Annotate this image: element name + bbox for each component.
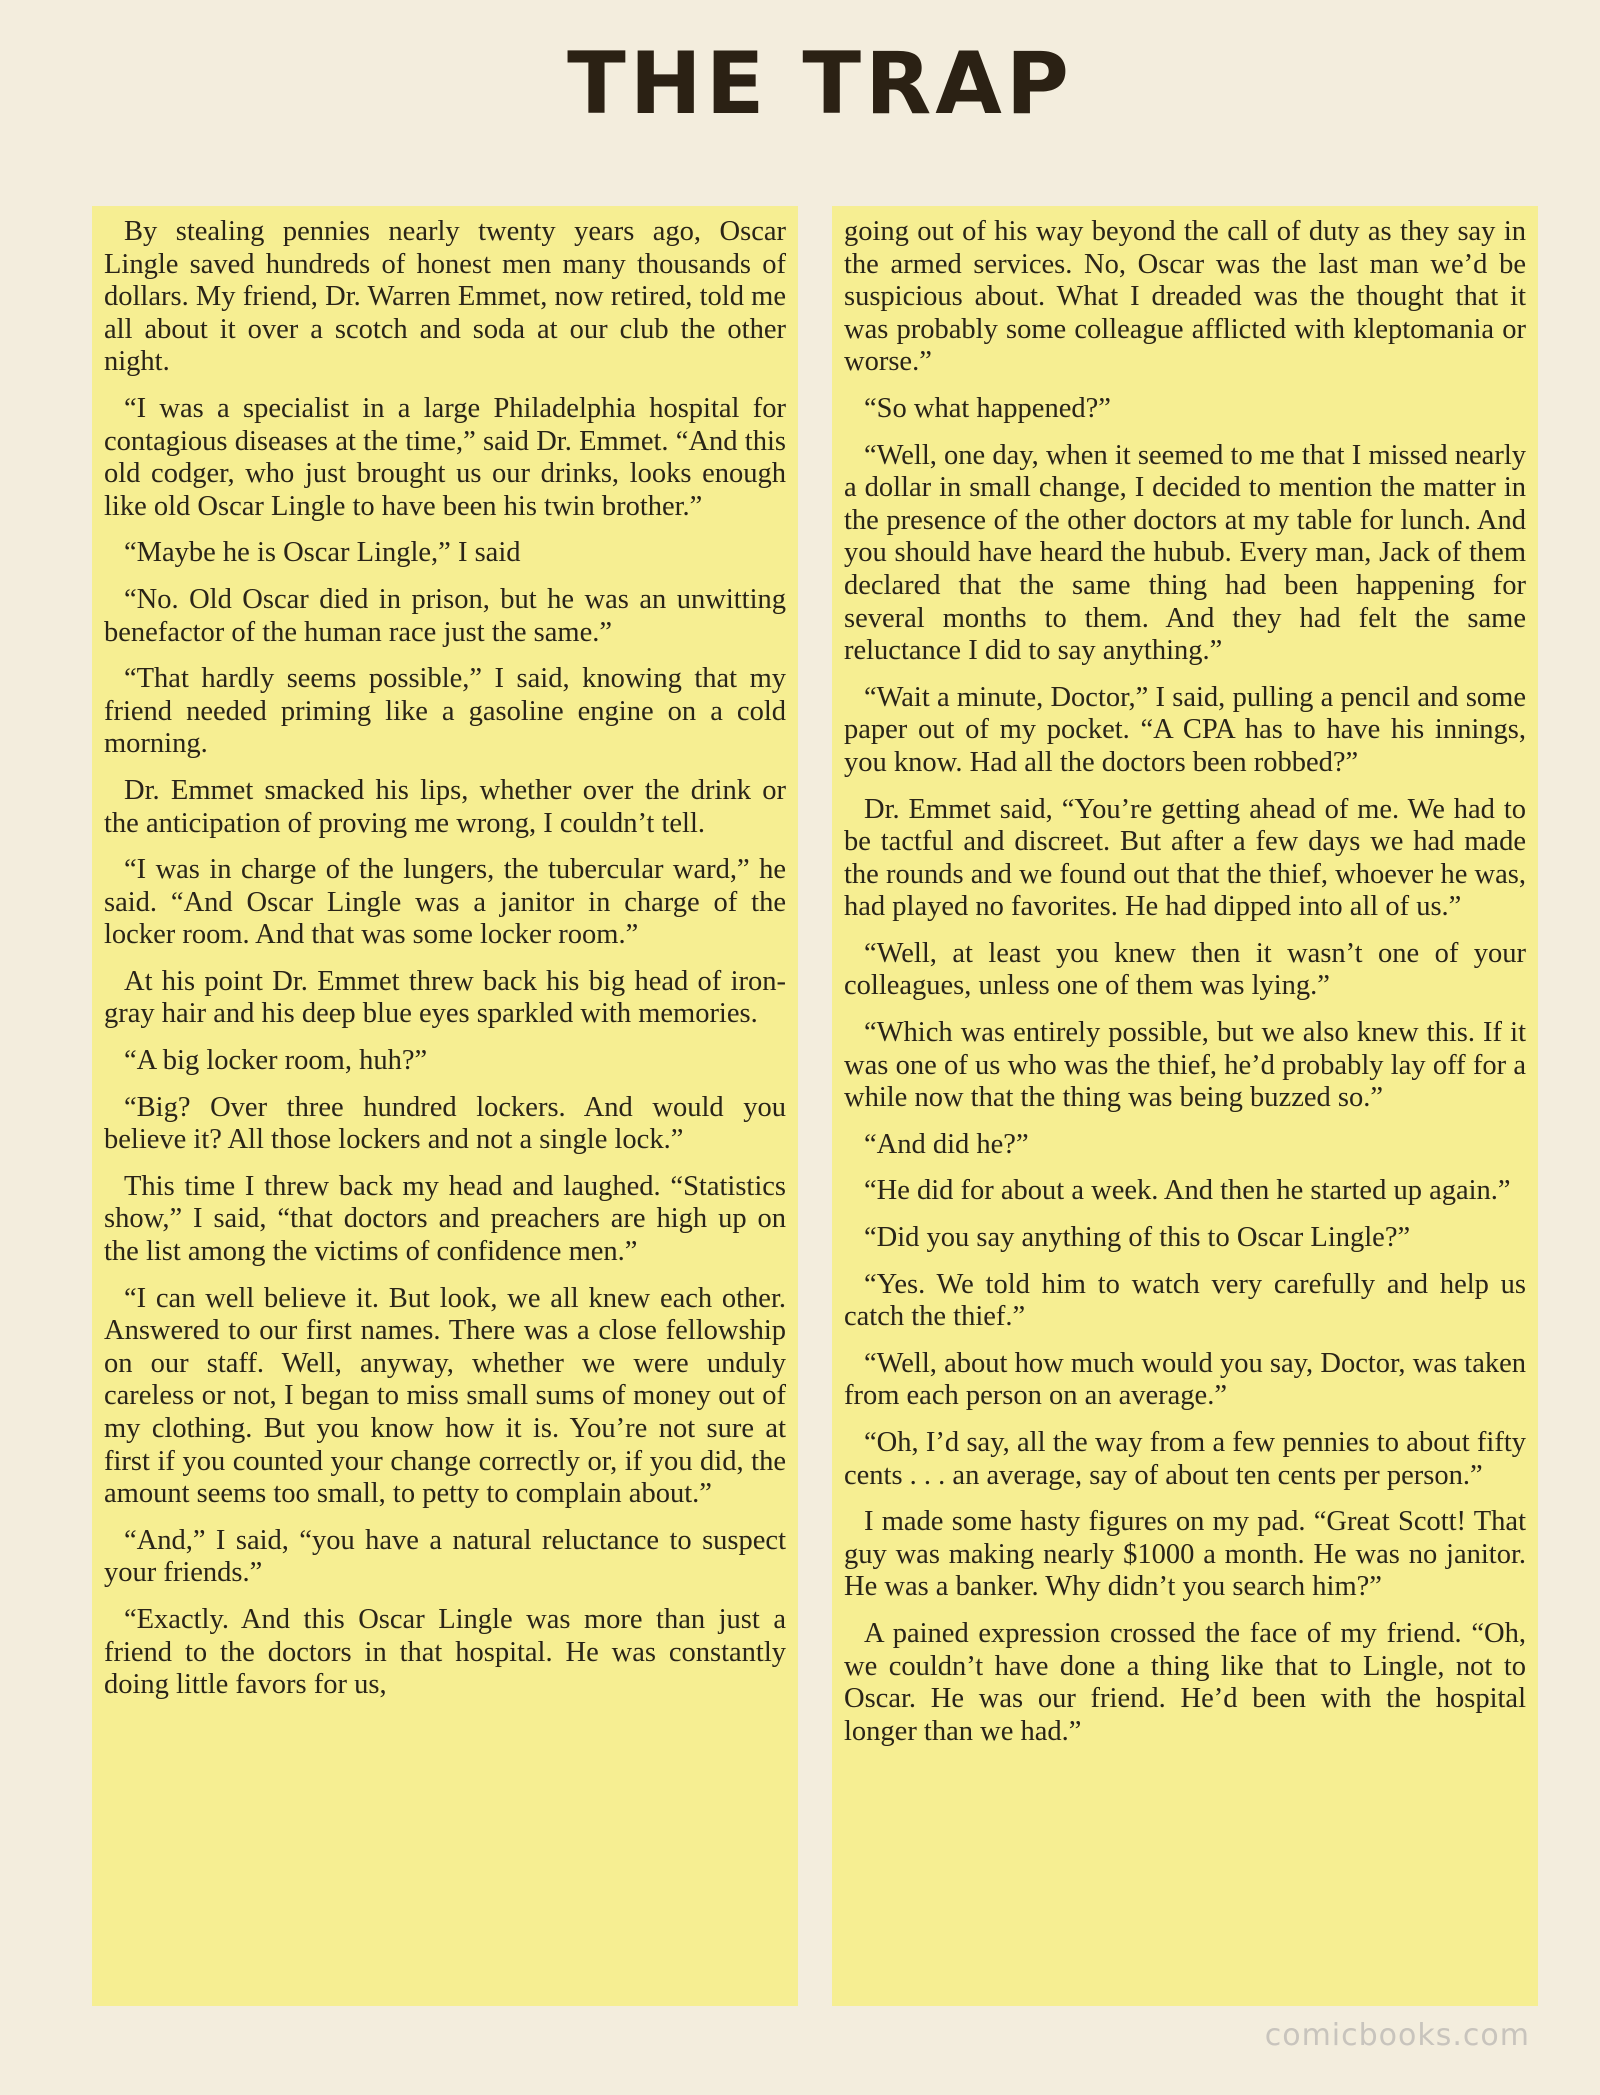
paragraph: going out of his way beyond the call of duty as they say in the armed services. No, Oscar was the last man we’d be suspicious about. What I dreaded was the thought that it was probably some colleague afflicted with kleptomania or worse.” [844, 216, 1526, 378]
paragraph: I made some hasty figures on my pad. “Great Scott! That guy was making nearly $1000 a month. He was no janitor. He was a banker. Why didn’t you search him?” [844, 1506, 1526, 1603]
paragraph: Dr. Emmet smacked his lips, whether over the drink or the anticipation of proving me wrong, I couldn’t tell. [104, 774, 786, 839]
paragraph: A pained expression crossed the face of my friend. “Oh, we couldn’t have done a thing like that to Lingle, not to Oscar. He was our friend. He’d been with the hospital longer than we had.” [844, 1617, 1526, 1747]
paragraph: “So what happened?” [864, 392, 1111, 424]
paragraph: “I was in charge of the lungers, the tubercular ward,” he said. “And Oscar Lingle was a janitor in charge of the locker room. And that was some locker room.” [104, 854, 786, 951]
paragraph: “Well, at least you knew then it wasn’t one of your colleagues, unless one of them was lying.” [844, 937, 1526, 1002]
right-text-column [832, 206, 1538, 2006]
paragraph: “I can well believe it. But look, we all knew each other. Answered to our first names. There was a close fellowship on our staff. Well, anyway, whether we were unduly careless or not, I began to miss small sums of money out of my clothing. But you know how it is. You’re not sure at first if you counted your change correctly or, if you did, the amount seems too small, to petty to complain about.” [104, 1282, 786, 1510]
paragraph: “That hardly seems possible,” I said, knowing that my friend needed priming like a gasoline engine on a cold morning. [104, 663, 786, 760]
paragraph: “Which was entirely possible, but we also knew this. If it was one of us who was the thief, he’d probably lay off for a while now that the thing was being buzzed so.” [844, 1017, 1526, 1114]
paragraph: “Yes. We told him to watch very carefully and help us catch the thief.” [844, 1268, 1526, 1333]
paragraph: At his point Dr. Emmet threw back his big head of iron-gray hair and his deep blue eyes sparkled with memories. [104, 965, 786, 1030]
paragraph: “Well, about how much would you say, Doctor, was taken from each person on an average.” [844, 1347, 1526, 1412]
story-title: THE TRAP [567, 34, 1073, 134]
paragraph: “Exactly. And this Oscar Lingle was more than just a friend to the doctors in that hospital. He was constantly doing little favors for us, [104, 1603, 786, 1701]
paragraph: “Wait a minute, Doctor,” I said, pulling a pencil and some paper out of my pocket. “A CPA has to have his innings, you know. Had all the doctors been robbed?” [844, 681, 1526, 778]
paragraph: “And,” I said, “you have a natural reluctance to suspect your friends.” [104, 1524, 786, 1589]
paragraph: Dr. Emmet said, “You’re getting ahead of me. We had to be tactful and discreet. But after a few days we had made the rounds and we found out that the thief, whoever he was, had played no favorites. He had dipped into all of us.” [844, 793, 1526, 923]
paragraph: “He did for about a week. And then he started up again.” [864, 1175, 1511, 1207]
paragraph: “No. Old Oscar died in prison, but he was an unwitting benefactor of the human race just the same.” [104, 583, 786, 648]
paragraph: “Did you say anything of this to Oscar Lingle?” [864, 1222, 1411, 1254]
paragraph: “Oh, I’d say, all the way from a few pennies to about fifty cents . . . an average, say of about ten cents per person.” [844, 1427, 1526, 1491]
paragraph: “Big? Over three hundred lockers. And would you believe it? All those lockers and not a single lock.” [104, 1091, 786, 1156]
paragraph: “And did he?” [864, 1128, 1029, 1160]
paragraph: “A big locker room, huh?” [124, 1045, 428, 1077]
left-text-column [92, 206, 798, 2006]
paragraph: “Maybe he is Oscar Lingle,” I said [124, 537, 521, 569]
paragraph: “Well, one day, when it seemed to me that I missed nearly a dollar in small change, I decided to mention the matter in the presence of the other doctors at my table for lunch. And you should have heard the hubub. Every man, Jack of them declared that the same thing had been happening for several months to them. And they had felt the same reluctance I did to say anything.” [844, 439, 1526, 667]
paragraph: This time I threw back my head and laughed. “Statistics show,” I said, “that doctors and preachers are high up on the list among the victims of confidence men.” [104, 1170, 786, 1268]
paragraph: By stealing pennies nearly twenty years ago, Oscar Lingle saved hundreds of honest men many thousands of dollars. My friend, Dr. Warren Emmet, now retired, told me all about it over a scotch and soda at our club the other night. [104, 216, 786, 378]
watermark: comicbooks.com [1264, 2018, 1530, 2053]
paragraph: “I was a specialist in a large Philadelphia hospital for contagious diseases at the time,” said Dr. Emmet. “And this old codger, who just brought us our drinks, looks enough like old Oscar Lingle to have been his twin brother.” [104, 392, 786, 522]
